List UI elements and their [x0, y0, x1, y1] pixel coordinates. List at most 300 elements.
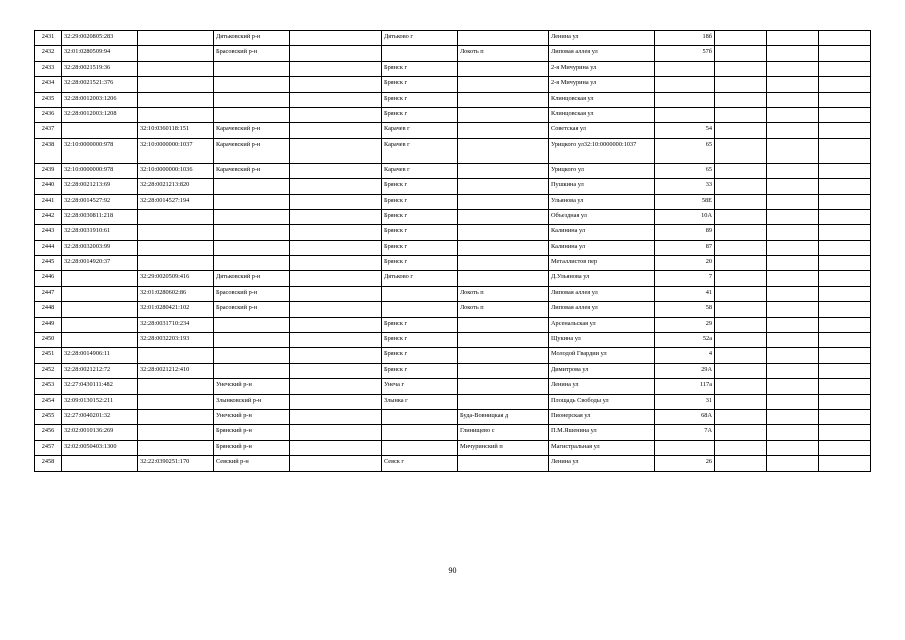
- row-number-cell: 2454: [35, 394, 62, 409]
- city-cell: Брянск г: [382, 77, 458, 92]
- extra-cell-2: [767, 107, 819, 122]
- table-row: [35, 363, 871, 378]
- empty-cell: [290, 425, 382, 440]
- table-row: [35, 348, 871, 363]
- cadastral-number-alt-cell: [138, 209, 214, 224]
- table-row: [35, 302, 871, 317]
- settlement-cell: [458, 209, 549, 224]
- district-cell: Дятьковский р-н: [214, 271, 290, 286]
- extra-cell-1: [715, 317, 767, 332]
- extra-cell-3: [819, 92, 871, 107]
- district-cell: Брасовский р-н: [214, 286, 290, 301]
- district-cell: [214, 92, 290, 107]
- city-cell: Брянск г: [382, 225, 458, 240]
- city-cell: Брянск г: [382, 209, 458, 224]
- cadastral-number-alt-cell: [138, 61, 214, 76]
- row-number-cell: 2435: [35, 92, 62, 107]
- row-number-cell: 2444: [35, 240, 62, 255]
- settlement-cell: Буда-Вовницкая д: [458, 409, 549, 424]
- row-number-cell: 2445: [35, 256, 62, 271]
- city-cell: Брянск г: [382, 194, 458, 209]
- extra-cell-1: [715, 456, 767, 471]
- district-cell: [214, 209, 290, 224]
- table-row: [35, 409, 871, 424]
- row-number-cell: 2443: [35, 225, 62, 240]
- house-number-cell: 4: [655, 348, 715, 363]
- city-cell: Карачев г: [382, 138, 458, 163]
- cadastral-number-alt-cell: [138, 256, 214, 271]
- table-row: [35, 271, 871, 286]
- extra-cell-1: [715, 348, 767, 363]
- cadastral-number-alt-cell: [138, 348, 214, 363]
- empty-cell: [290, 256, 382, 271]
- city-cell: Дятьково г: [382, 31, 458, 46]
- extra-cell-3: [819, 348, 871, 363]
- extra-cell-2: [767, 77, 819, 92]
- table-row: [35, 61, 871, 76]
- empty-cell: [290, 317, 382, 332]
- settlement-cell: [458, 61, 549, 76]
- cadastral-number-alt-cell: [138, 31, 214, 46]
- street-cell: Металлистов пер: [549, 256, 655, 271]
- settlement-cell: [458, 348, 549, 363]
- empty-cell: [290, 31, 382, 46]
- extra-cell-2: [767, 61, 819, 76]
- extra-cell-3: [819, 409, 871, 424]
- table-row: [35, 107, 871, 122]
- street-cell: Д.Ульянова ул: [549, 271, 655, 286]
- district-cell: Брасовский р-н: [214, 302, 290, 317]
- extra-cell-2: [767, 348, 819, 363]
- empty-cell: [290, 348, 382, 363]
- cadastral-number-alt-cell: [138, 240, 214, 255]
- settlement-cell: [458, 77, 549, 92]
- city-cell: Карачев г: [382, 163, 458, 178]
- city-cell: Брянск г: [382, 363, 458, 378]
- extra-cell-1: [715, 271, 767, 286]
- district-cell: [214, 77, 290, 92]
- extra-cell-1: [715, 286, 767, 301]
- extra-cell-1: [715, 256, 767, 271]
- street-cell: Ульянова ул: [549, 194, 655, 209]
- settlement-cell: Локоть п: [458, 286, 549, 301]
- empty-cell: [290, 379, 382, 394]
- district-cell: [214, 333, 290, 348]
- cadastral-number-cell: 32:10:0000000:978: [62, 163, 138, 178]
- cadastral-number-alt-cell: [138, 92, 214, 107]
- cadastral-number-cell: [62, 271, 138, 286]
- cadastral-number-cell: 32:28:0030811:218: [62, 209, 138, 224]
- empty-cell: [290, 163, 382, 178]
- row-number-cell: 2452: [35, 363, 62, 378]
- cadastral-number-alt-cell: 32:28:0021212:410: [138, 363, 214, 378]
- table-row: [35, 317, 871, 332]
- empty-cell: [290, 409, 382, 424]
- table-row: [35, 209, 871, 224]
- cadastral-number-cell: 32:28:0032003:99: [62, 240, 138, 255]
- street-cell: Ленина ул: [549, 379, 655, 394]
- street-cell: Арсенальская ул: [549, 317, 655, 332]
- extra-cell-3: [819, 209, 871, 224]
- district-cell: [214, 317, 290, 332]
- row-number-cell: 2449: [35, 317, 62, 332]
- cadastral-number-cell: 32:28:0021213:69: [62, 179, 138, 194]
- district-cell: Карачевский р-н: [214, 138, 290, 163]
- city-cell: Брянск г: [382, 107, 458, 122]
- settlement-cell: [458, 123, 549, 138]
- street-cell: Объездная ул: [549, 209, 655, 224]
- district-cell: Унечский р-н: [214, 409, 290, 424]
- district-cell: [214, 225, 290, 240]
- house-number-cell: [655, 77, 715, 92]
- table-row: [35, 379, 871, 394]
- row-number-cell: 2438: [35, 138, 62, 163]
- table-row: [35, 163, 871, 178]
- cadastral-number-cell: 32:28:0014527:92: [62, 194, 138, 209]
- cadastral-number-cell: 32:02:0050403:1300: [62, 440, 138, 455]
- extra-cell-3: [819, 394, 871, 409]
- extra-cell-1: [715, 123, 767, 138]
- extra-cell-3: [819, 77, 871, 92]
- street-cell: Ленина ул: [549, 31, 655, 46]
- street-cell: Пионерская ул: [549, 409, 655, 424]
- house-number-cell: 54: [655, 123, 715, 138]
- extra-cell-1: [715, 225, 767, 240]
- extra-cell-1: [715, 92, 767, 107]
- street-cell: Ленина ул: [549, 456, 655, 471]
- empty-cell: [290, 271, 382, 286]
- extra-cell-3: [819, 333, 871, 348]
- extra-cell-1: [715, 425, 767, 440]
- extra-cell-1: [715, 240, 767, 255]
- extra-cell-2: [767, 286, 819, 301]
- row-number-cell: 2442: [35, 209, 62, 224]
- settlement-cell: Локоть п: [458, 302, 549, 317]
- empty-cell: [290, 107, 382, 122]
- city-cell: Брянск г: [382, 256, 458, 271]
- cadastral-number-cell: 32:27:0040201:32: [62, 409, 138, 424]
- street-cell: Урицкого ул32:10:0000000:1037: [549, 138, 655, 163]
- extra-cell-2: [767, 333, 819, 348]
- cadastral-number-alt-cell: [138, 394, 214, 409]
- row-number-cell: 2446: [35, 271, 62, 286]
- settlement-cell: [458, 240, 549, 255]
- street-cell: Магистральная ул: [549, 440, 655, 455]
- empty-cell: [290, 394, 382, 409]
- extra-cell-2: [767, 209, 819, 224]
- table-row: [35, 194, 871, 209]
- city-cell: Дятьково г: [382, 271, 458, 286]
- registry-table: [34, 30, 871, 472]
- cadastral-number-alt-cell: 32:01:0280421:102: [138, 302, 214, 317]
- empty-cell: [290, 240, 382, 255]
- cadastral-number-alt-cell: 32:28:0014527:194: [138, 194, 214, 209]
- extra-cell-2: [767, 225, 819, 240]
- house-number-cell: [655, 61, 715, 76]
- extra-cell-3: [819, 286, 871, 301]
- extra-cell-3: [819, 46, 871, 61]
- extra-cell-1: [715, 209, 767, 224]
- city-cell: Брянск г: [382, 317, 458, 332]
- district-cell: [214, 194, 290, 209]
- cadastral-number-cell: 32:10:0000000:978: [62, 138, 138, 163]
- extra-cell-1: [715, 302, 767, 317]
- settlement-cell: [458, 92, 549, 107]
- house-number-cell: 33: [655, 179, 715, 194]
- extra-cell-2: [767, 163, 819, 178]
- cadastral-number-cell: [62, 302, 138, 317]
- district-cell: Карачевский р-н: [214, 163, 290, 178]
- settlement-cell: [458, 256, 549, 271]
- street-cell: П.М.Яшенина ул: [549, 425, 655, 440]
- empty-cell: [290, 209, 382, 224]
- registry-sheet: [34, 30, 871, 472]
- city-cell: [382, 440, 458, 455]
- cadastral-number-alt-cell: 32:10:0360118:151: [138, 123, 214, 138]
- cadastral-number-cell: 32:28:0021212:72: [62, 363, 138, 378]
- cadastral-number-cell: 32:28:0021521:376: [62, 77, 138, 92]
- city-cell: Карачев г: [382, 123, 458, 138]
- extra-cell-2: [767, 317, 819, 332]
- city-cell: [382, 425, 458, 440]
- extra-cell-3: [819, 107, 871, 122]
- street-cell: Димитрова ул: [549, 363, 655, 378]
- cadastral-number-cell: 32:28:0031910:61: [62, 225, 138, 240]
- city-cell: Брянск г: [382, 61, 458, 76]
- settlement-cell: Локоть п: [458, 46, 549, 61]
- settlement-cell: [458, 394, 549, 409]
- extra-cell-1: [715, 363, 767, 378]
- house-number-cell: 26: [655, 456, 715, 471]
- extra-cell-3: [819, 425, 871, 440]
- house-number-cell: 10А: [655, 209, 715, 224]
- extra-cell-2: [767, 302, 819, 317]
- extra-cell-3: [819, 379, 871, 394]
- district-cell: Унечский р-н: [214, 379, 290, 394]
- settlement-cell: Глинищево с: [458, 425, 549, 440]
- house-number-cell: 65: [655, 163, 715, 178]
- cadastral-number-cell: 32:29:0020805:283: [62, 31, 138, 46]
- extra-cell-3: [819, 317, 871, 332]
- house-number-cell: 29: [655, 317, 715, 332]
- cadastral-number-alt-cell: 32:28:0032203:193: [138, 333, 214, 348]
- settlement-cell: [458, 333, 549, 348]
- house-number-cell: [655, 92, 715, 107]
- settlement-cell: [458, 163, 549, 178]
- cadastral-number-alt-cell: [138, 46, 214, 61]
- extra-cell-2: [767, 46, 819, 61]
- city-cell: [382, 302, 458, 317]
- empty-cell: [290, 286, 382, 301]
- table-row: [35, 179, 871, 194]
- settlement-cell: [458, 456, 549, 471]
- row-number-cell: 2433: [35, 61, 62, 76]
- extra-cell-1: [715, 409, 767, 424]
- table-row: [35, 240, 871, 255]
- row-number-cell: 2437: [35, 123, 62, 138]
- district-cell: Дятьковский р-н: [214, 31, 290, 46]
- house-number-cell: 20: [655, 256, 715, 271]
- extra-cell-2: [767, 271, 819, 286]
- street-cell: Клинцовская ул: [549, 92, 655, 107]
- cadastral-number-cell: 32:09:0130152:211: [62, 394, 138, 409]
- extra-cell-2: [767, 425, 819, 440]
- row-number-cell: 2439: [35, 163, 62, 178]
- extra-cell-3: [819, 138, 871, 163]
- district-cell: Брасовский р-н: [214, 46, 290, 61]
- row-number-cell: 2432: [35, 46, 62, 61]
- extra-cell-3: [819, 271, 871, 286]
- extra-cell-2: [767, 179, 819, 194]
- cadastral-number-alt-cell: 32:22:0390251:170: [138, 456, 214, 471]
- cadastral-number-cell: 32:28:0014906:11: [62, 348, 138, 363]
- city-cell: Брянск г: [382, 348, 458, 363]
- extra-cell-2: [767, 31, 819, 46]
- cadastral-number-cell: 32:28:0012003:1206: [62, 92, 138, 107]
- empty-cell: [290, 138, 382, 163]
- extra-cell-2: [767, 456, 819, 471]
- street-cell: Липовая аллея ул: [549, 302, 655, 317]
- settlement-cell: [458, 363, 549, 378]
- settlement-cell: [458, 194, 549, 209]
- extra-cell-1: [715, 163, 767, 178]
- settlement-cell: [458, 225, 549, 240]
- house-number-cell: 65: [655, 138, 715, 163]
- extra-cell-2: [767, 240, 819, 255]
- table-row: [35, 123, 871, 138]
- street-cell: Калинина ул: [549, 225, 655, 240]
- extra-cell-1: [715, 46, 767, 61]
- settlement-cell: [458, 317, 549, 332]
- house-number-cell: 58: [655, 302, 715, 317]
- table-row: [35, 333, 871, 348]
- district-cell: [214, 363, 290, 378]
- extra-cell-1: [715, 61, 767, 76]
- empty-cell: [290, 333, 382, 348]
- settlement-cell: [458, 379, 549, 394]
- settlement-cell: [458, 271, 549, 286]
- house-number-cell: 7: [655, 271, 715, 286]
- row-number-cell: 2448: [35, 302, 62, 317]
- cadastral-number-alt-cell: 32:01:0280602:86: [138, 286, 214, 301]
- house-number-cell: 18б: [655, 31, 715, 46]
- extra-cell-2: [767, 256, 819, 271]
- table-row: [35, 456, 871, 471]
- row-number-cell: 2440: [35, 179, 62, 194]
- street-cell: 2-я Мичурина ул: [549, 61, 655, 76]
- city-cell: Брянск г: [382, 240, 458, 255]
- street-cell: Советская ул: [549, 123, 655, 138]
- table-row: [35, 92, 871, 107]
- empty-cell: [290, 363, 382, 378]
- extra-cell-2: [767, 409, 819, 424]
- page-number: 90: [448, 566, 457, 575]
- district-cell: Брянский р-н: [214, 440, 290, 455]
- extra-cell-1: [715, 138, 767, 163]
- cadastral-number-cell: 32:27:0430111:482: [62, 379, 138, 394]
- row-number-cell: 2457: [35, 440, 62, 455]
- cadastral-number-cell: 32:02:0010136:269: [62, 425, 138, 440]
- house-number-cell: 87: [655, 240, 715, 255]
- extra-cell-2: [767, 123, 819, 138]
- extra-cell-3: [819, 194, 871, 209]
- empty-cell: [290, 92, 382, 107]
- street-cell: Клинцовская ул: [549, 107, 655, 122]
- house-number-cell: 31: [655, 394, 715, 409]
- city-cell: [382, 409, 458, 424]
- city-cell: Брянск г: [382, 333, 458, 348]
- extra-cell-2: [767, 194, 819, 209]
- row-number-cell: 2458: [35, 456, 62, 471]
- extra-cell-1: [715, 379, 767, 394]
- table-row: [35, 256, 871, 271]
- empty-cell: [290, 46, 382, 61]
- cadastral-number-alt-cell: 32:29:0020509:416: [138, 271, 214, 286]
- row-number-cell: 2451: [35, 348, 62, 363]
- city-cell: Злынка г: [382, 394, 458, 409]
- extra-cell-2: [767, 363, 819, 378]
- table-row: [35, 46, 871, 61]
- cadastral-number-alt-cell: [138, 425, 214, 440]
- extra-cell-1: [715, 333, 767, 348]
- cadastral-number-cell: 32:28:0012003:1208: [62, 107, 138, 122]
- extra-cell-1: [715, 107, 767, 122]
- house-number-cell: 7А: [655, 425, 715, 440]
- street-cell: 2-я Мичурина ул: [549, 77, 655, 92]
- house-number-cell: 68А: [655, 409, 715, 424]
- house-number-cell: 117а: [655, 379, 715, 394]
- row-number-cell: 2447: [35, 286, 62, 301]
- district-cell: [214, 179, 290, 194]
- cadastral-number-alt-cell: 32:10:0000000:1036: [138, 163, 214, 178]
- empty-cell: [290, 440, 382, 455]
- cadastral-number-cell: 32:28:0021519:36: [62, 61, 138, 76]
- extra-cell-3: [819, 240, 871, 255]
- district-cell: Брянский р-н: [214, 425, 290, 440]
- extra-cell-1: [715, 440, 767, 455]
- empty-cell: [290, 179, 382, 194]
- district-cell: [214, 256, 290, 271]
- street-cell: Липовая аллея ул: [549, 46, 655, 61]
- empty-cell: [290, 194, 382, 209]
- cadastral-number-alt-cell: 32:28:0021213:820: [138, 179, 214, 194]
- extra-cell-3: [819, 123, 871, 138]
- extra-cell-3: [819, 225, 871, 240]
- extra-cell-3: [819, 163, 871, 178]
- cadastral-number-alt-cell: 32:10:0000000:1037: [138, 138, 214, 163]
- empty-cell: [290, 302, 382, 317]
- district-cell: [214, 240, 290, 255]
- row-number-cell: 2431: [35, 31, 62, 46]
- cadastral-number-alt-cell: 32:28:0031710:234: [138, 317, 214, 332]
- house-number-cell: 52а: [655, 333, 715, 348]
- cadastral-number-cell: [62, 317, 138, 332]
- empty-cell: [290, 225, 382, 240]
- cadastral-number-cell: [62, 286, 138, 301]
- cadastral-number-alt-cell: [138, 225, 214, 240]
- district-cell: [214, 61, 290, 76]
- empty-cell: [290, 77, 382, 92]
- extra-cell-2: [767, 440, 819, 455]
- street-cell: Молодой Гвардии ул: [549, 348, 655, 363]
- cadastral-number-cell: [62, 333, 138, 348]
- extra-cell-1: [715, 179, 767, 194]
- street-cell: Липовая аллея ул: [549, 286, 655, 301]
- extra-cell-3: [819, 302, 871, 317]
- extra-cell-1: [715, 394, 767, 409]
- extra-cell-3: [819, 440, 871, 455]
- extra-cell-3: [819, 456, 871, 471]
